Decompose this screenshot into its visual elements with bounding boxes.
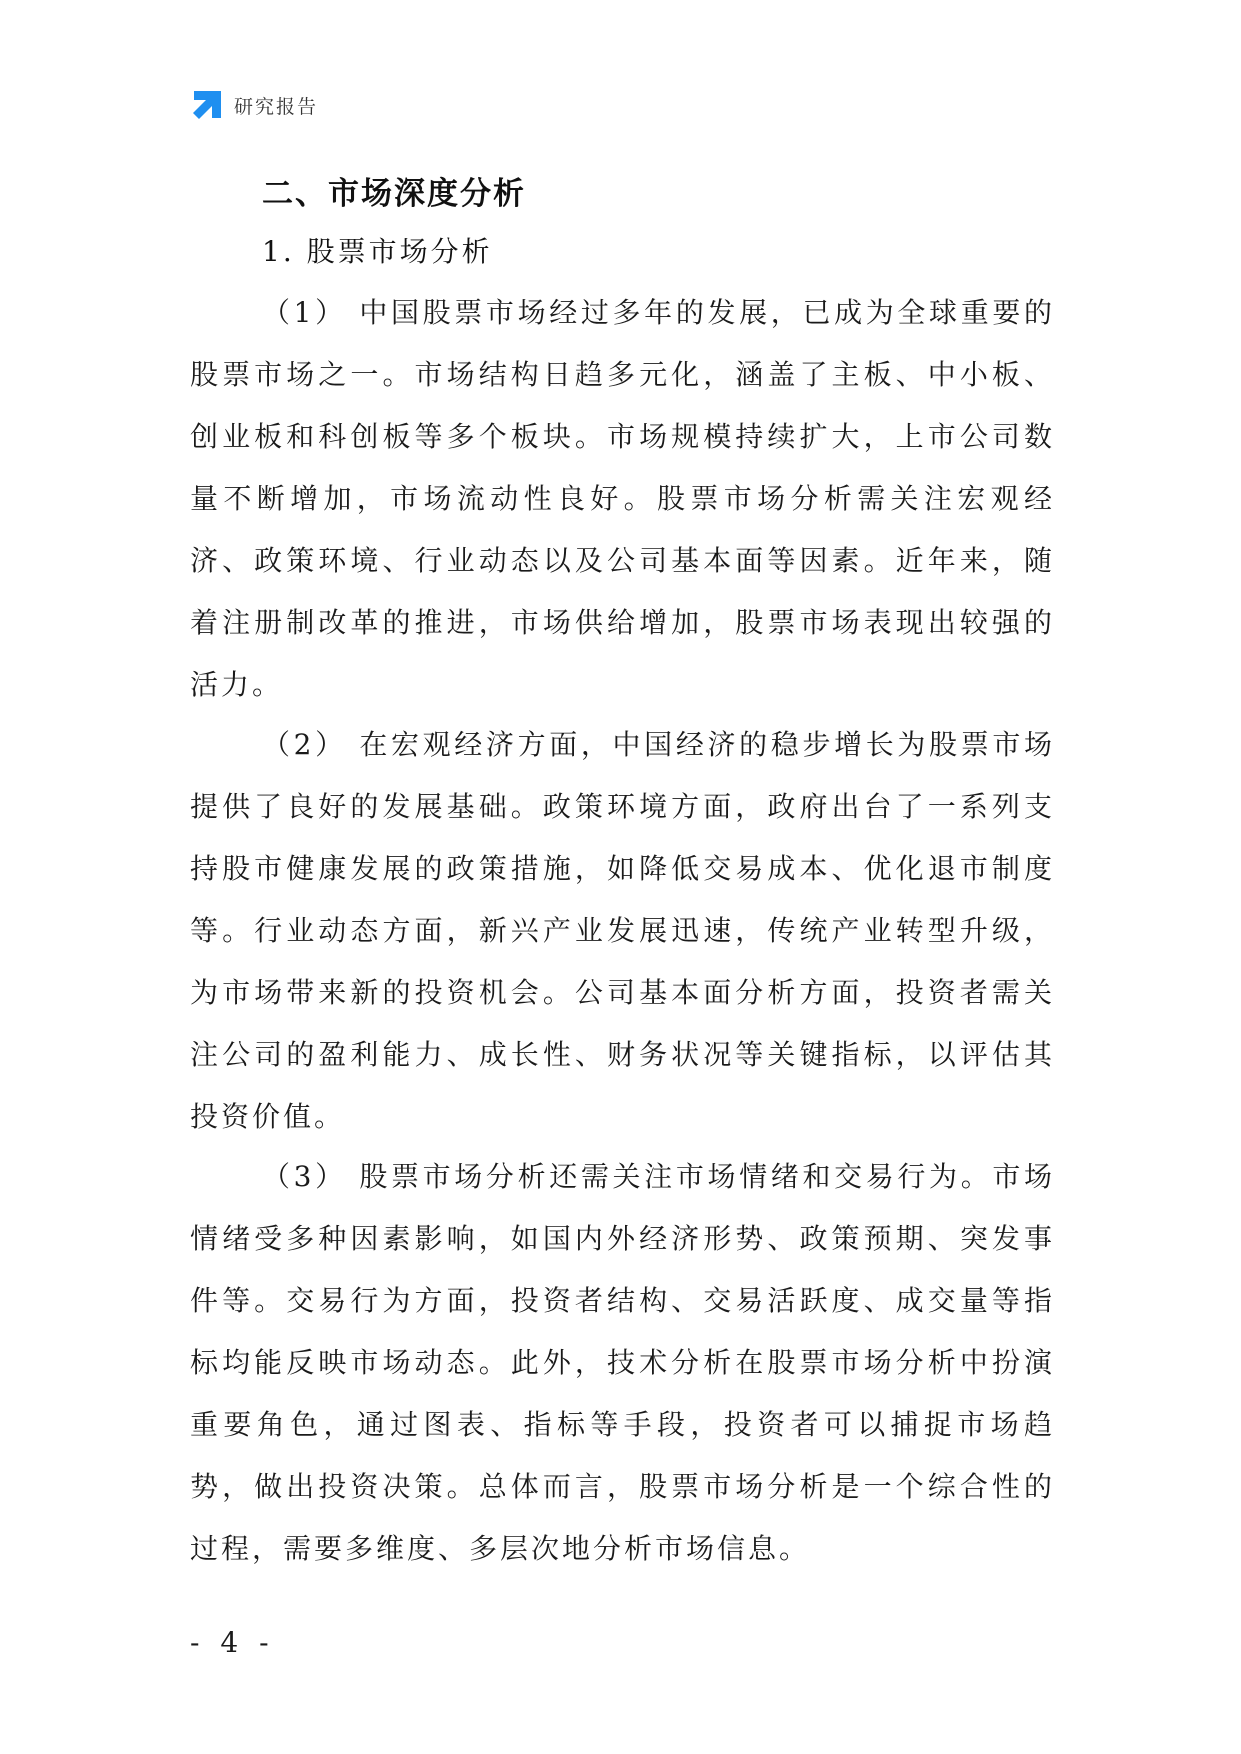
subsection-title: 1. 股票市场分析	[262, 235, 493, 268]
diagonal-arrow-logo-icon	[190, 88, 224, 122]
page-number: - 4 -	[190, 1626, 275, 1659]
paragraph-3: （3） 股票市场分析还需关注市场情绪和交易行为。市场情绪受多种因素影响，如国内外经济形势、政策预期、突发事件等。交易行为方面，投资者结构、交易活跃度、成交量等指标均能反映市场动态。此外，技术分析在股票市场分析中扮演重要角色，通过图表、指标等手段，投资者可以捕捉市场趋势，做出投资决策。总体而言，股票市场分析是一个综合性的过程，需要多维度、多层次地分析市场信息。	[190, 1160, 1055, 1565]
paragraph-1: （1） 中国股票市场经过多年的发展，已成为全球重要的股票市场之一。市场结构日趋多元化，涵盖了主板、中小板、创业板和科创板等多个板块。市场规模持续扩大，上市公司数量不断增加，市场流动性良好。股票市场分析需关注宏观经济、政策环境、行业动态以及公司基本面等因素。近年来，随着注册制改革的推进，市场供给增加，股票市场表现出较强的活力。	[190, 296, 1055, 701]
section-title: 二、市场深度分析	[262, 176, 526, 212]
header-title: 研究报告	[234, 95, 319, 118]
paragraph-2: （2） 在宏观经济方面，中国经济的稳步增长为股票市场提供了良好的发展基础。政策环境方面，政府出台了一系列支持股市健康发展的政策措施，如降低交易成本、优化退市制度等。行业动态方面，新兴产业发展迅速，传统产业转型升级，为市场带来新的投资机会。公司基本面分析方面，投资者需关注公司的盈利能力、成长性、财务状况等关键指标，以评估其投资价值。	[190, 728, 1055, 1133]
report-header	[190, 88, 318, 122]
